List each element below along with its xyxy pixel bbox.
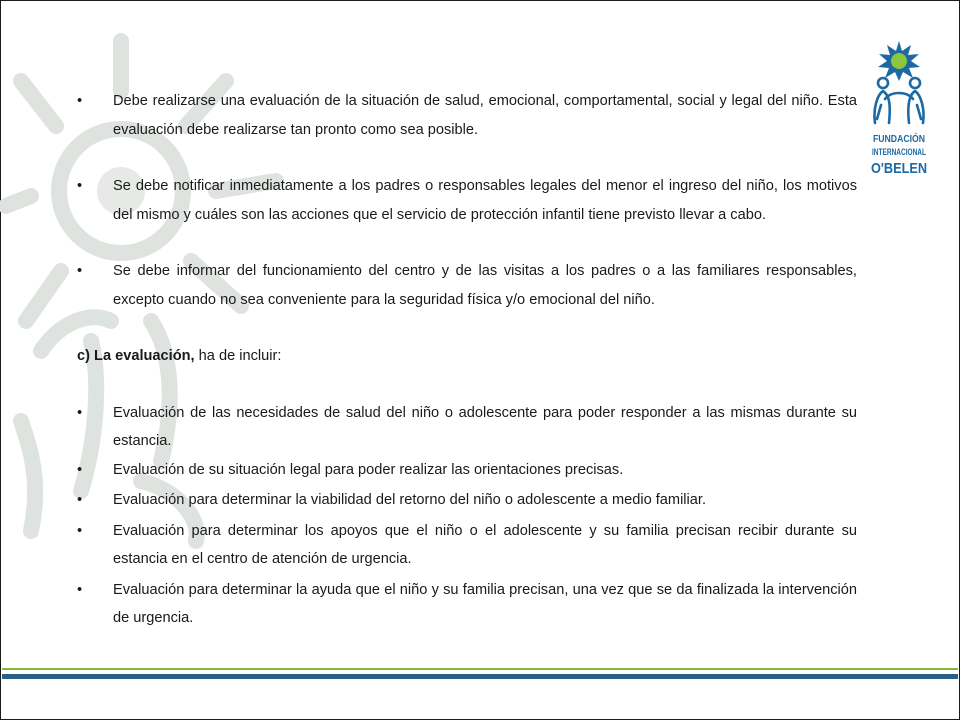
section-heading-bold: c) La evaluación,: [77, 348, 195, 364]
bullet-item-salud-evaluacion: [77, 87, 857, 144]
fundacion-obelen-logo: [867, 39, 931, 179]
bullet-item-informar-funcionamiento: [77, 257, 857, 314]
section-heading-rest: ha de incluir:: [194, 348, 282, 364]
bullet-dot-icon: •: [77, 581, 83, 598]
bullet-item-text: Evaluación para determinar la ayuda que el niño y su familia precisan, una vez que se da finalizada la intervención de urgencia.: [113, 581, 857, 626]
bullet-item-retorno-familiar: [77, 486, 857, 515]
logo-line-2: INTERNACIONAL: [872, 147, 927, 157]
bullet-dot-icon: •: [77, 522, 83, 539]
logo-sun-icon: [878, 41, 920, 81]
bullet-item-text: Se debe notificar inmediatamente a los padres o responsables legales del menor el ingreso del niño, los motivos del mismo y cuáles son las acciones que el servicio de protección infantil tiene previsto llevar a cabo.: [113, 178, 857, 223]
bullet-dot-icon: •: [77, 461, 83, 478]
bullet-dot-icon: •: [77, 93, 83, 109]
slide-content: [77, 87, 857, 633]
section-heading: [77, 342, 857, 371]
logo-line-1: FUNDACIÓN: [873, 134, 933, 145]
bullet-dot-icon: •: [77, 404, 83, 421]
bullet-item-ayuda-finalizada: [77, 576, 857, 633]
bullet-item-text: Evaluación de las necesidades de salud del niño o adolescente para poder responder a las mismas durante su estancia.: [113, 404, 857, 449]
bullet-dot-icon: •: [77, 492, 83, 508]
bullet-item-text: Evaluación de su situación legal para poder realizar las orientaciones precisas.: [113, 461, 624, 478]
bullet-item-notificar-padres: [77, 172, 857, 229]
logo-figures-icon: [874, 78, 923, 123]
bullet-item-text: Evaluación para determinar la viabilidad del retorno del niño o adolescente a medio familiar.: [113, 492, 707, 508]
bullet-item-apoyos-familia: [77, 517, 857, 574]
bullet-item-text: Evaluación para determinar los apoyos que el niño o el adolescente y su familia precisan recibir durante su estancia en el centro de atención de urgencia.: [113, 522, 857, 567]
bullet-dot-icon: •: [77, 263, 83, 279]
bullet-item-necesidades-salud: [77, 399, 857, 456]
bullet-item-situacion-legal: [77, 456, 857, 485]
logo-line-3: O'BELEN: [871, 160, 927, 177]
footer-rule-green: [2, 668, 958, 670]
bullet-dot-icon: •: [77, 178, 83, 194]
bullet-item-text: Se debe informar del funcionamiento del centro y de las visitas a los padres o a las familiares responsables, excepto cuando no sea conveniente para la seguridad física y/o emocional del niño.: [113, 263, 857, 308]
footer-rule-blue: [2, 674, 958, 679]
bullet-item-text: Debe realizarse una evaluación de la situación de salud, emocional, comportamental, social y legal del niño. Esta evaluación debe realizarse tan pronto como sea posible.: [113, 93, 857, 138]
